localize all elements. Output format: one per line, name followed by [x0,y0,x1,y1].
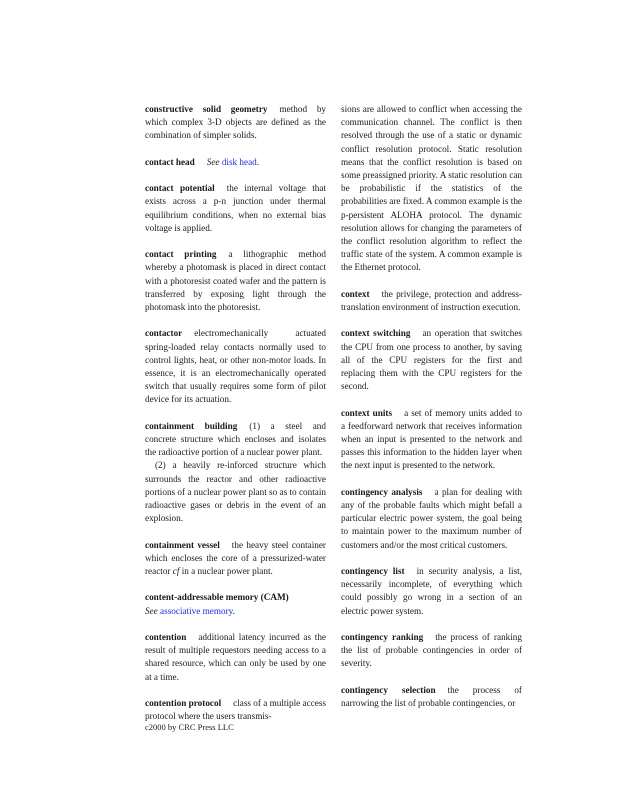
entry-term: context [341,288,370,299]
entry-contingency-list [341,565,522,618]
entry-definition: in security analysis, a list, necessarily incomplete, of everything which could possibly go wrong in a section of an electric power system. [341,566,522,616]
entry-contact-printing [145,248,326,314]
entry-context-units [341,407,522,473]
entry-term: contingency list [341,566,405,577]
entry-definition: a set of memory units added to a feedforward network that receives information when an input is presented to the network and passes this information to the hidden layer when the next input is presented to the network. [341,407,522,471]
entry-term: contact head [145,156,195,167]
punctuation: . [232,605,235,616]
entry-definition: in a nuclear power plant. [181,566,273,577]
entry-definition: (1) a steel and concrete structure which encloses and isolates the radioactive portion of a nuclear power plant. [145,420,326,458]
cf-abbreviation: cf [172,566,180,577]
entry-definition: the heavy steel container which encloses the core of a pressurized-water reactor [145,539,326,577]
entry-containment-building [145,420,326,460]
entry-contact-potential [145,182,326,235]
entry-contention-protocol-continued [341,103,522,275]
entry-definition: an operation that switches the CPU from one process to another, by saving all of the CPU registers for the first and replacing them with the CPU registers for the second. [341,328,522,392]
entry-constructive-solid-geometry [145,103,326,143]
right-column [341,103,522,723]
entry-definition: class of a multiple access protocol where the users transmis- [145,698,327,722]
entry-term: contingency analysis [341,486,423,497]
entry-definition: sions are allowed to conflict when accessing the communication channel. The conflict is then resolved through the use of a static or dynamic conflict resolution protocol. Static resolution means that the conflict resolution is based on some preassigned priority. A static resolution can be probabilistic if the statistics of the probabilities are fixed. A common example is the p-persistent ALOHA protocol. The dynamic resolution allows for changing the parameters of the conflict resolution algorithm to reflect the traffic state of the system. A common example is the Ethernet protocol. [341,104,522,273]
entry-definition: a lithographic method whereby a photomask is placed in direct contact with a photoresist coated wafer and the pattern is transferred by exposing light through the photomask into the photoresist. [145,249,326,312]
see-label: See [145,605,158,616]
entry-contention [145,631,326,684]
entry-definition: a plan for dealing with any of the probable faults which might befall a particular electric power system, the goal being to maintain power to the maximum number of customers and/or the most critical customers. [341,486,522,550]
entry-term: contention protocol [145,698,222,708]
entry-definition: method by which complex 3-D objects are defined as the combination of simpler solids. [145,104,327,141]
entry-definition: the internal voltage that exists across a p-n junction under thermal equilibrium conditions, when no external bias voltage is applied. [145,183,326,233]
entry-term: containment building [145,420,238,431]
entry-term: constructive solid geometry [145,104,268,114]
entry-term: contention [145,632,187,642]
entry-definition: the process of ranking the list of probable contingencies in order of severity. [341,632,522,669]
entry-term: context switching [341,328,411,339]
entry-definition: additional latency incurred as the result of multiple requestors needing access to a shared resource, which can only be used by one at a time. [145,632,326,682]
entry-content-addressable-memory [145,591,326,617]
entry-term: contact printing [145,249,217,260]
entry-contingency-selection [341,684,522,710]
entry-contact-head [145,156,326,169]
entry-contention-protocol [145,697,326,723]
entry-term: contactor [145,328,183,339]
entry-definition: electromechanically actuated spring-loaded relay contacts normally used to control lights, heat, or other non-motor loads. In essence, it is an electromechanically operated switch that usually requires some form of pilot device for its actuation. [145,328,326,405]
entry-term: containment vessel [145,539,220,550]
cross-reference-link[interactable]: disk head [221,156,257,167]
entry-contingency-analysis [341,486,522,552]
entry-context-switching [341,327,522,393]
entry-containment-building-sense-2 [145,459,326,525]
entry-term: contingency ranking [341,632,424,643]
entry-contingency-ranking [341,631,522,671]
see-label: See [206,156,220,167]
entry-term: contact potential [145,183,215,194]
cross-reference-link[interactable]: associative memory [160,605,233,616]
entry-containment-vessel [145,539,326,579]
entry-context [341,288,522,314]
entry-definition: the process of narrowing the list of probable contingencies, or [341,684,522,709]
left-column [145,103,326,737]
copyright-footer: c2000 by CRC Press LLC [145,722,234,732]
entry-contactor [145,327,326,406]
entry-definition: (2) a heavily re-inforced structure which surrounds the reactor and other radioactive portions of a nuclear power plant so as to contain radioactive gases or debris in the event of an explosion. [145,460,326,524]
entry-term: context units [341,407,393,418]
entry-term: contingency selection [341,684,436,695]
punctuation: . [256,156,260,167]
entry-definition: the privilege, protection and address-translation environment of instruction execution. [341,288,522,313]
entry-term: content-addressable memory (CAM) [145,592,289,603]
